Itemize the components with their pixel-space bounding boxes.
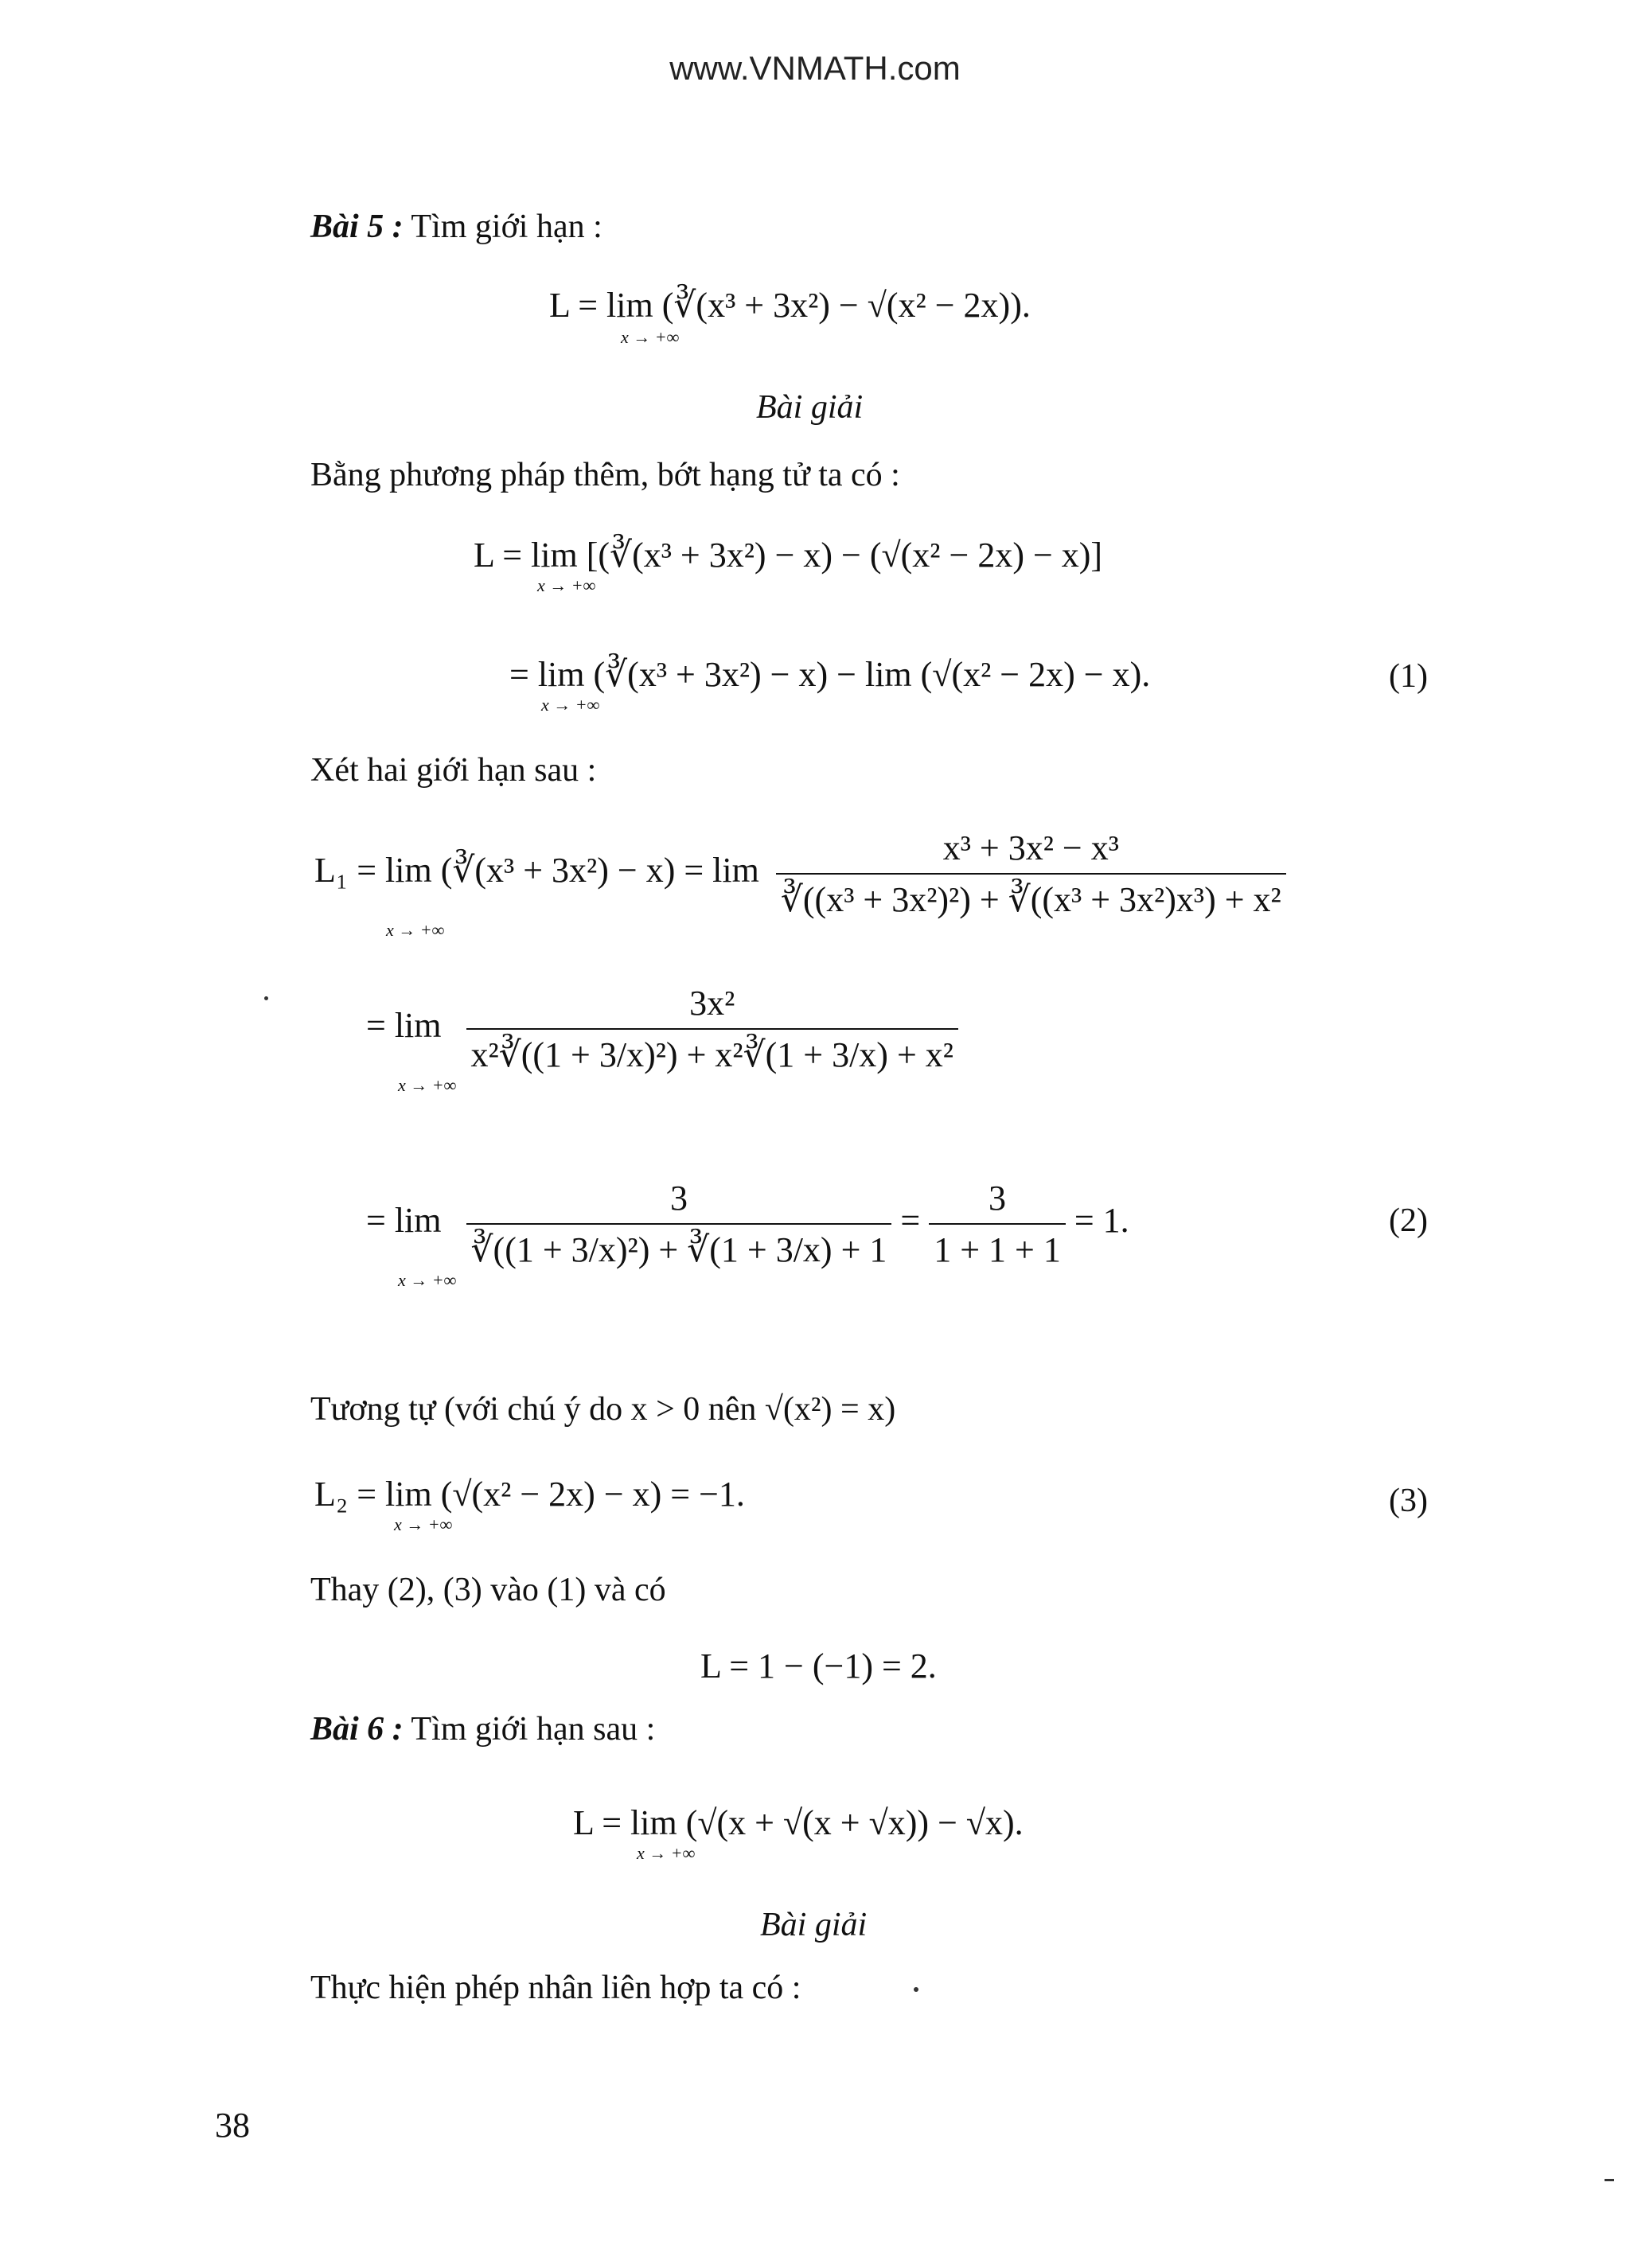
- bai5-problem-lim-sub: x → +∞: [621, 327, 680, 347]
- L1-step2: [366, 983, 958, 1096]
- bai6-problem-lim-sub: x → +∞: [637, 1843, 696, 1863]
- bai5-intro: Bằng phương pháp thêm, bớt hạng tử ta có :: [310, 457, 900, 493]
- bai5-eq-a-sub: x → +∞: [537, 575, 596, 595]
- bai5-heading: [310, 208, 602, 245]
- bai5-problem-text: L = lim (∛(x³ + 3x²) − √(x² − 2x)).: [549, 286, 1031, 325]
- bullet-dot: [914, 1987, 918, 1992]
- L1-step3-denominator: ∛((1 + 3/x)²) + ∛(1 + 3/x) + 1: [466, 1223, 892, 1270]
- scan-speck: [264, 996, 268, 1000]
- L1-step3: [366, 1178, 1129, 1291]
- L1-step2-left: = lim: [366, 1006, 442, 1046]
- L1-step3-left: = lim: [366, 1201, 442, 1241]
- bai6-prompt: Tìm giới hạn sau :: [411, 1711, 656, 1748]
- bai5-solution-heading: Bài giải: [756, 389, 864, 426]
- L1-step3-simple-denominator: 1 + 1 + 1: [929, 1223, 1066, 1270]
- eq-number-2: (2): [1389, 1202, 1428, 1239]
- L2-sub: x → +∞: [394, 1514, 453, 1534]
- L2-equation: [314, 1474, 745, 1535]
- L1-step3-simple-fraction: [929, 1178, 1066, 1270]
- L1-step3-result: = 1.: [1074, 1201, 1129, 1241]
- L1-step1-numerator: x³ + 3x² − x³: [942, 828, 1119, 867]
- L1-step1: [314, 828, 1286, 941]
- bai5-eq-a: [474, 535, 1102, 596]
- bai5-title: Bài 5 :: [310, 208, 404, 245]
- L1-step2-denominator: x²∛((1 + 3/x)²) + x²∛(1 + 3/x) + x²: [466, 1028, 958, 1075]
- L1-step2-fraction: [466, 983, 958, 1075]
- L1-step1-denominator: ∛((x³ + 3x²)²) + ∛((x³ + 3x²)x³) + x²: [776, 873, 1286, 920]
- bai6-problem: [573, 1802, 1024, 1864]
- bai5-final: L = 1 − (−1) = 2.: [700, 1646, 937, 1685]
- bai5-eq-b: [509, 654, 1150, 715]
- L1-step3-simple-numerator: 3: [989, 1179, 1007, 1218]
- L1-step3-sub: x → +∞: [398, 1270, 457, 1290]
- bai5-eq-b-left: = lim (∛(x³ + 3x²) − x) −: [509, 655, 856, 694]
- L1-step3-numerator: 3: [669, 1179, 688, 1218]
- L1-step2-numerator: 3x²: [689, 984, 735, 1023]
- L1-step1-fraction: [776, 828, 1286, 920]
- bai5-problem: [549, 285, 1031, 348]
- L1-step3-equals: =: [900, 1201, 921, 1241]
- bai5-substitute: Thay (2), (3) vào (1) và có: [310, 1572, 666, 1608]
- bai5-prompt: Tìm giới hạn :: [411, 208, 602, 245]
- eq-number-3: (3): [1389, 1483, 1428, 1519]
- site-header: www.VNMATH.com: [669, 49, 961, 87]
- eq-number-1: (1): [1389, 658, 1428, 695]
- bai6-problem-text: L = lim (√(x + √(x + √x)) − √x).: [573, 1803, 1024, 1842]
- bai5-eq-a-text: L = lim [(∛(x³ + 3x²) − x) − (√(x² − 2x) − x)]: [474, 536, 1103, 575]
- bai6-heading: [310, 1711, 655, 1748]
- L1-step1-left: L₁ = lim (∛(x³ + 3x²) − x) = lim: [314, 851, 759, 890]
- bai5-eq-b-sub: x → +∞: [541, 695, 600, 715]
- L1-step1-sub: x → +∞: [386, 920, 445, 940]
- L1-step2-sub: x → +∞: [398, 1075, 457, 1095]
- bai6-intro: Thực hiện phép nhân liên hợp ta có :: [310, 1970, 801, 2006]
- bai5-similar: Tương tự (với chú ý do x > 0 nên √(x²) = x): [310, 1391, 896, 1428]
- bai6-solution-heading: Bài giải: [760, 1907, 868, 1943]
- page-number: 38: [215, 2106, 250, 2145]
- L2-text: L₂ = lim (√(x² − 2x) − x) = −1.: [314, 1475, 745, 1514]
- L1-step3-fraction: [466, 1178, 892, 1270]
- bai6-title: Bài 6 :: [310, 1711, 404, 1748]
- bai5-consider: Xét hai giới hạn sau :: [310, 752, 597, 789]
- scan-mark: [1605, 2179, 1614, 2181]
- bai5-eq-b-right: lim (√(x² − 2x) − x).: [864, 655, 1151, 694]
